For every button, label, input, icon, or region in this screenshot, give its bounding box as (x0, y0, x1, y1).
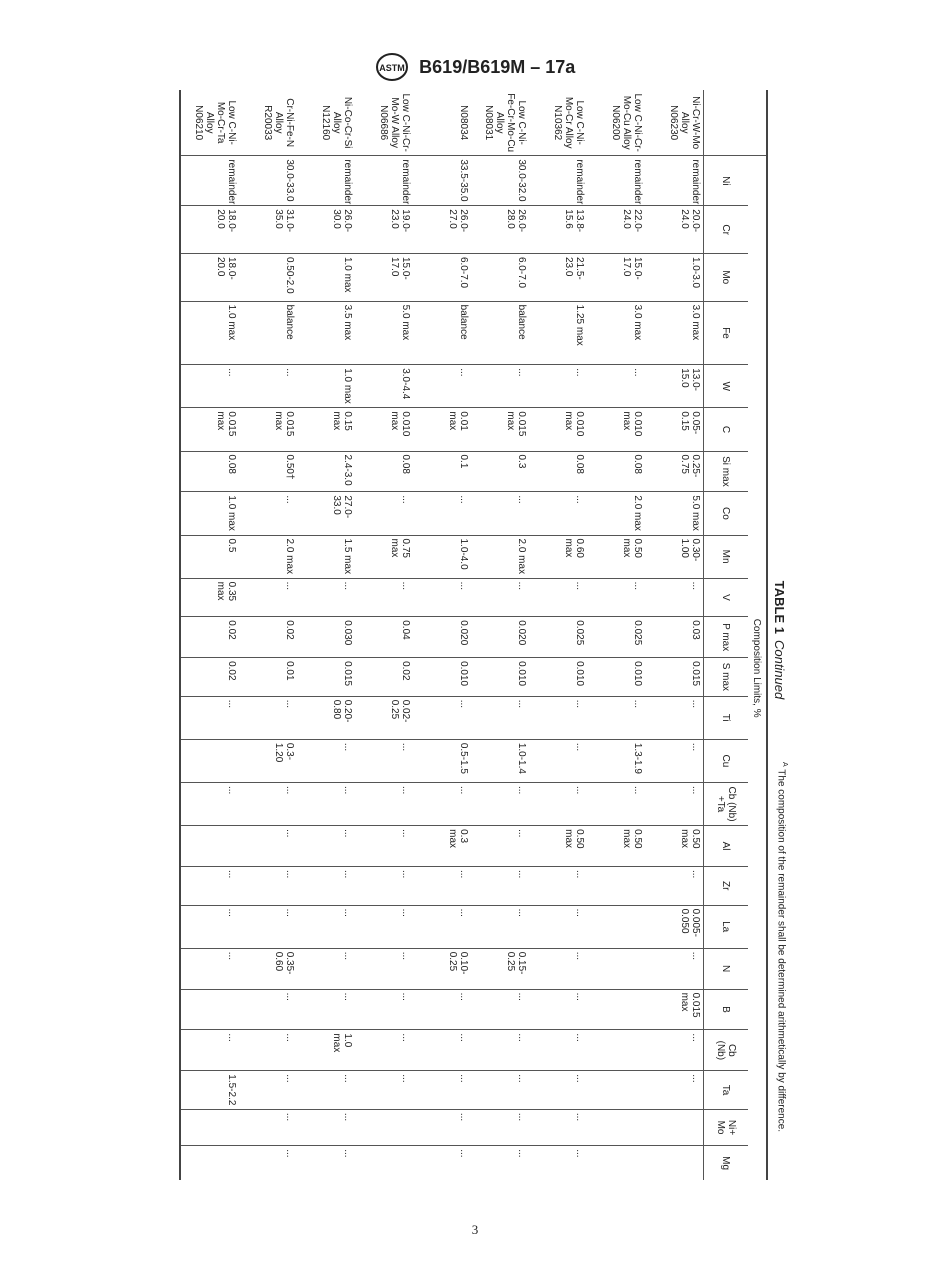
table-cell: ... (239, 905, 297, 948)
column-header-18: N (704, 948, 749, 989)
table-cell: 0.20-0.80 (297, 696, 355, 739)
table-cell: ... (180, 365, 239, 408)
table-cell: remainder (297, 156, 355, 206)
table-cell: remainder (529, 156, 587, 206)
column-header-0: Ni (704, 156, 749, 206)
table-cell: ... (529, 365, 587, 408)
column-header-16: Zr (704, 866, 749, 905)
table-cell (587, 989, 645, 1030)
alloy-name: Low C-Ni-Mo-Cr-Ta Alloy N06210 (193, 100, 237, 145)
table-cell: ... (180, 948, 239, 989)
table-cell: 0.010 max (355, 408, 413, 451)
table-cell: 0.50 max (587, 535, 645, 578)
table-cell: 2.4-3.0 (297, 451, 355, 492)
column-header-17: La (704, 905, 749, 948)
table-cell: ... (239, 782, 297, 825)
table-cell: 1.25 max (529, 301, 587, 365)
table-cell: 0.08 (587, 451, 645, 492)
table-cell: 31.0-35.0 (239, 206, 297, 254)
table-cell: 0.010 (471, 658, 529, 697)
table-cell: ... (471, 826, 529, 867)
table-cell: 0.020 (413, 617, 471, 658)
table-cell: 0.35 max (180, 578, 239, 617)
table-cell: 0.02 (180, 658, 239, 697)
alloy-name: Ni-Cr-W-Mo Alloy N06230 (668, 96, 701, 150)
table-cell: balance (239, 301, 297, 365)
alloy-column-header (704, 90, 749, 156)
table-cell: ... (587, 365, 645, 408)
table-cell: ... (239, 492, 297, 535)
table-cell: 1.5-2.2 (180, 1071, 239, 1110)
table-cell (180, 739, 239, 782)
table-cell: 0.010 max (529, 408, 587, 451)
table-cell: 0.15-0.25 (471, 948, 529, 989)
table-cell (180, 989, 239, 1030)
table-cell: ... (413, 365, 471, 408)
column-header-7: Co (704, 492, 749, 535)
table-cell (180, 826, 239, 867)
table-row (645, 90, 704, 1180)
table-cell: ... (471, 905, 529, 948)
table-cell: ... (529, 905, 587, 948)
table-cell (645, 1146, 704, 1180)
table-cell: ... (413, 989, 471, 1030)
table-cell: 1.0 max (180, 301, 239, 365)
table-cell: ... (587, 578, 645, 617)
table-cell: 0.03 (645, 617, 704, 658)
alloy-name: Low C-Ni-Fe-Cr-Mo-Cu Alloy N08031 (483, 93, 527, 153)
table-cell: ... (645, 1071, 704, 1110)
table-cell: ... (529, 1109, 587, 1145)
table-cell: ... (297, 782, 355, 825)
footnote-text: The composition of the remainder shall be determined arithmetically by difference. (775, 769, 787, 1133)
table-cell: ... (529, 1146, 587, 1180)
table-cell: 0.05-0.15 (645, 408, 704, 451)
table-cell: ... (355, 782, 413, 825)
table-cell: 20.0-24.0 (645, 206, 704, 254)
table-cell: 21.5-23.0 (529, 253, 587, 301)
table-cell: 1.0-4.0 (413, 535, 471, 578)
table-cell: ... (529, 866, 587, 905)
table-cell: 3.0 max (645, 301, 704, 365)
table-cell: 0.025 (529, 617, 587, 658)
table-cell: 26.0-27.0 (413, 206, 471, 254)
column-header-1: Cr (704, 206, 749, 254)
table-cell: 1.0-3.0 (645, 253, 704, 301)
table-cell: ... (645, 1030, 704, 1071)
table-cell: 26.0-30.0 (297, 206, 355, 254)
table-cell: 0.010 (413, 658, 471, 697)
table-cell: ... (413, 1071, 471, 1110)
table-cell (587, 1071, 645, 1110)
table-cell: ... (471, 696, 529, 739)
table-cell: 0.08 (180, 451, 239, 492)
column-header-20: Cb (Nb) (704, 1030, 749, 1071)
table-cell: ... (297, 905, 355, 948)
column-header-14: Cb (Nb) +Ta (704, 782, 749, 825)
table-footnote: $^A$ The composition of the remainder shall be determined arithmetically by difference. (775, 762, 788, 1133)
table-cell: 13.0-15.0 (645, 365, 704, 408)
table-cell: 2.0 max (239, 535, 297, 578)
table-cell: ... (529, 989, 587, 1030)
table-row (413, 90, 471, 1180)
astm-logo-icon (375, 52, 409, 82)
table-cell: ... (645, 866, 704, 905)
table-cell: ... (297, 948, 355, 989)
table-cell: 3.0 max (587, 301, 645, 365)
table-cell: 6.0-7.0 (471, 253, 529, 301)
table-cell: ... (413, 866, 471, 905)
table-cell: ... (471, 365, 529, 408)
table-title-text: TABLE 1 (772, 580, 787, 634)
column-header-22: Ni+ Mo (704, 1109, 749, 1145)
table-cell: 6.0-7.0 (413, 253, 471, 301)
table-cell: 30.0-33.0 (239, 156, 297, 206)
table-cell: 0.3 (471, 451, 529, 492)
table-row (529, 90, 587, 1180)
table-cell: ... (297, 578, 355, 617)
table-cell: ... (413, 1030, 471, 1071)
table-cell: ... (471, 1146, 529, 1180)
table-cell: 15.0-17.0 (355, 253, 413, 301)
table-cell: ... (413, 905, 471, 948)
table-row (239, 90, 297, 1180)
table-cell: 13.8-15.6 (529, 206, 587, 254)
table-cell: 0.25-0.75 (645, 451, 704, 492)
table-cell: ... (471, 1071, 529, 1110)
table-cell: 0.5 (180, 535, 239, 578)
table-cell: 0.50-2.0 (239, 253, 297, 301)
table-cell: 0.005-0.050 (645, 905, 704, 948)
table-cell: ... (239, 365, 297, 408)
table-cell: 2.0 max (587, 492, 645, 535)
table-cell: 0.01 (239, 658, 297, 697)
table-cell: 0.02 (239, 617, 297, 658)
table-cell: 0.35-0.60 (239, 948, 297, 989)
table-cell: 0.02-0.25 (355, 696, 413, 739)
table-cell: 0.50 max (587, 826, 645, 867)
alloy-name: Ni-Co-Cr-Si Alloy N12160 (320, 96, 353, 149)
table-cell: ... (529, 492, 587, 535)
table-cell (355, 1146, 413, 1180)
table-cell: 15.0-17.0 (587, 253, 645, 301)
table-cell: ... (239, 826, 297, 867)
document-id: B619/B619M – 17a (419, 56, 576, 77)
table-cell: ... (413, 1146, 471, 1180)
table-cell: ... (297, 1071, 355, 1110)
table-cell: 1.0-1.4 (471, 739, 529, 782)
table-cell: ... (355, 948, 413, 989)
table-cell: 2.0 max (471, 535, 529, 578)
table-cell: ... (180, 696, 239, 739)
column-header-3: Fe (704, 301, 749, 365)
table-cell: ... (645, 782, 704, 825)
composition-limits-header: Composition Limits, % (748, 156, 767, 1180)
table-cell: 0.5-1.5 (413, 739, 471, 782)
table-cell: ... (529, 1071, 587, 1110)
table-cell (587, 1030, 645, 1071)
alloy-name: N08034 (458, 105, 469, 141)
table-cell (355, 1109, 413, 1145)
table-cell: ... (297, 866, 355, 905)
table-cell (587, 905, 645, 948)
table-cell: 0.30-1.00 (645, 535, 704, 578)
table-cell: 1.0 max (180, 492, 239, 535)
table-title-suffix: Continued (772, 639, 787, 700)
table-cell: 0.1 (413, 451, 471, 492)
table-row (355, 90, 413, 1180)
table-cell: ... (413, 696, 471, 739)
table-cell: ... (529, 948, 587, 989)
table-cell: 0.010 max (587, 408, 645, 451)
table-cell: ... (413, 782, 471, 825)
table-cell: 1.5 max (297, 535, 355, 578)
table-cell: ... (471, 989, 529, 1030)
table-cell: 0.50 max (645, 826, 704, 867)
table-cell: 0.02 (355, 658, 413, 697)
table-cell: 3.5 max (297, 301, 355, 365)
table-cell: ... (645, 739, 704, 782)
table-cell: 1.3-1.9 (587, 739, 645, 782)
table-cell: ... (297, 989, 355, 1030)
column-header-11: S max (704, 658, 749, 697)
table-cell: ... (413, 578, 471, 617)
table-cell: ... (180, 866, 239, 905)
table-cell: ... (529, 578, 587, 617)
table-cell: ... (645, 696, 704, 739)
table-cell: ... (355, 492, 413, 535)
composition-table (179, 90, 768, 1180)
table-cell: ... (297, 826, 355, 867)
table-cell (587, 1146, 645, 1180)
table-cell: ... (471, 578, 529, 617)
table-cell: 0.025 (587, 617, 645, 658)
table-cell: ... (180, 905, 239, 948)
table-cell: ... (355, 1030, 413, 1071)
table-cell: ... (471, 866, 529, 905)
column-header-9: V (704, 578, 749, 617)
column-header-6: Si max (704, 451, 749, 492)
table-cell: 27.0-33.0 (297, 492, 355, 535)
table-cell: ... (239, 1071, 297, 1110)
table-cell: ... (180, 1030, 239, 1071)
svg-text:ASTM: ASTM (378, 63, 405, 73)
table-cell: 0.08 (529, 451, 587, 492)
table-cell: balance (471, 301, 529, 365)
column-header-13: Cu (704, 739, 749, 782)
table-cell: 22.0-24.0 (587, 206, 645, 254)
table-cell: ... (587, 696, 645, 739)
table-cell: 0.75 max (355, 535, 413, 578)
table-cell: 26.0-28.0 (471, 206, 529, 254)
table-cell: 0.08 (355, 451, 413, 492)
table-row (180, 90, 239, 1180)
table-cell: 3.0-4.4 (355, 365, 413, 408)
table-cell: ... (587, 782, 645, 825)
table-cell: ... (239, 1109, 297, 1145)
table-cell (180, 1109, 239, 1145)
table-cell: 5.0 max (645, 492, 704, 535)
table-cell: 18.0-20.0 (180, 206, 239, 254)
table-cell: 0.015 max (239, 408, 297, 451)
alloy-name: Cr-Ni-Fe-N Alloy R20033 (262, 98, 295, 148)
table-cell: 0.10-0.25 (413, 948, 471, 989)
table-cell: ... (645, 948, 704, 989)
table-cell: ... (529, 1030, 587, 1071)
table-cell: 0.01 max (413, 408, 471, 451)
table-cell: 0.50† (239, 451, 297, 492)
table-cell: ... (355, 1071, 413, 1110)
column-header-8: Mn (704, 535, 749, 578)
table-cell: 0.3 max (413, 826, 471, 867)
table-cell: ... (239, 989, 297, 1030)
table-cell: 33.5-35.0 (413, 156, 471, 206)
column-header-10: P max (704, 617, 749, 658)
table-cell: remainder (645, 156, 704, 206)
table-cell: remainder (180, 156, 239, 206)
alloy-name: Low C-Ni-Cr-Mo-W Alloy N06686 (378, 93, 411, 152)
table-cell: balance (413, 301, 471, 365)
table-cell: ... (239, 1146, 297, 1180)
table-cell: ... (180, 782, 239, 825)
alloy-name: Low C-Ni-Cr-Mo-Cu Alloy N06200 (610, 93, 643, 152)
table-cell (645, 1109, 704, 1145)
table-row (587, 90, 645, 1180)
column-header-21: Ta (704, 1071, 749, 1110)
table-cell: 0.020 (471, 617, 529, 658)
table-cell: ... (471, 1030, 529, 1071)
column-header-23: Mg (704, 1146, 749, 1180)
table-cell (587, 948, 645, 989)
table-cell: ... (355, 739, 413, 782)
table-cell: 19.0-23.0 (355, 206, 413, 254)
table-cell: ... (413, 1109, 471, 1145)
table-cell: 0.02 (180, 617, 239, 658)
table-cell: 0.015 (645, 658, 704, 697)
table-cell: ... (471, 492, 529, 535)
table-cell: 0.015 max (645, 989, 704, 1030)
table-cell: 0.015 max (471, 408, 529, 451)
table-row (297, 90, 355, 1180)
table-cell: 1.0 max (297, 365, 355, 408)
table-cell (587, 1109, 645, 1145)
table-cell: 0.04 (355, 617, 413, 658)
table-cell: 18.0-20.0 (180, 253, 239, 301)
column-header-19: B (704, 989, 749, 1030)
table-cell: ... (297, 739, 355, 782)
table-row (471, 90, 529, 1180)
table-cell: ... (471, 1109, 529, 1145)
table-cell: ... (529, 739, 587, 782)
table-cell: remainder (355, 156, 413, 206)
table-cell: ... (239, 696, 297, 739)
table-cell: ... (413, 492, 471, 535)
table-cell: 0.15 max (297, 408, 355, 451)
table-cell: ... (239, 1030, 297, 1071)
column-header-5: C (704, 408, 749, 451)
rotated-table-region (150, 90, 790, 1190)
table-cell: remainder (587, 156, 645, 206)
table-cell: 0.015 (297, 658, 355, 697)
table-cell: 0.015 max (180, 408, 239, 451)
table-cell (587, 866, 645, 905)
table-cell: 0.60 max (529, 535, 587, 578)
page-number: 3 (471, 1222, 479, 1237)
table-cell: 0.010 (529, 658, 587, 697)
column-header-4: W (704, 365, 749, 408)
table-cell: ... (645, 578, 704, 617)
table-cell: ... (355, 989, 413, 1030)
table-cell: ... (529, 696, 587, 739)
alloy-name: Low C-Ni-Mo-Cr Alloy N10362 (552, 96, 585, 149)
table-cell: ... (239, 578, 297, 617)
table-cell: ... (355, 826, 413, 867)
table-cell: 5.0 max (355, 301, 413, 365)
table-cell: ... (355, 905, 413, 948)
table-cell: ... (239, 866, 297, 905)
table-cell: 0.030 (297, 617, 355, 658)
table-cell: ... (297, 1146, 355, 1180)
table-cell: 1.0 max (297, 1030, 355, 1071)
table-cell: ... (355, 578, 413, 617)
table-cell: ... (471, 782, 529, 825)
table-cell: 0.3-1.20 (239, 739, 297, 782)
table-cell: ... (529, 782, 587, 825)
column-header-12: Ti (704, 696, 749, 739)
column-header-15: Al (704, 826, 749, 867)
table-cell (180, 1146, 239, 1180)
table-cell: 1.0 max (297, 253, 355, 301)
table-cell: 0.010 (587, 658, 645, 697)
table-cell: ... (355, 866, 413, 905)
page-header (0, 52, 950, 82)
table-cell: 0.50 max (529, 826, 587, 867)
table-cell: ... (297, 1109, 355, 1145)
table-cell: 30.0-32.0 (471, 156, 529, 206)
column-header-2: Mo (704, 253, 749, 301)
